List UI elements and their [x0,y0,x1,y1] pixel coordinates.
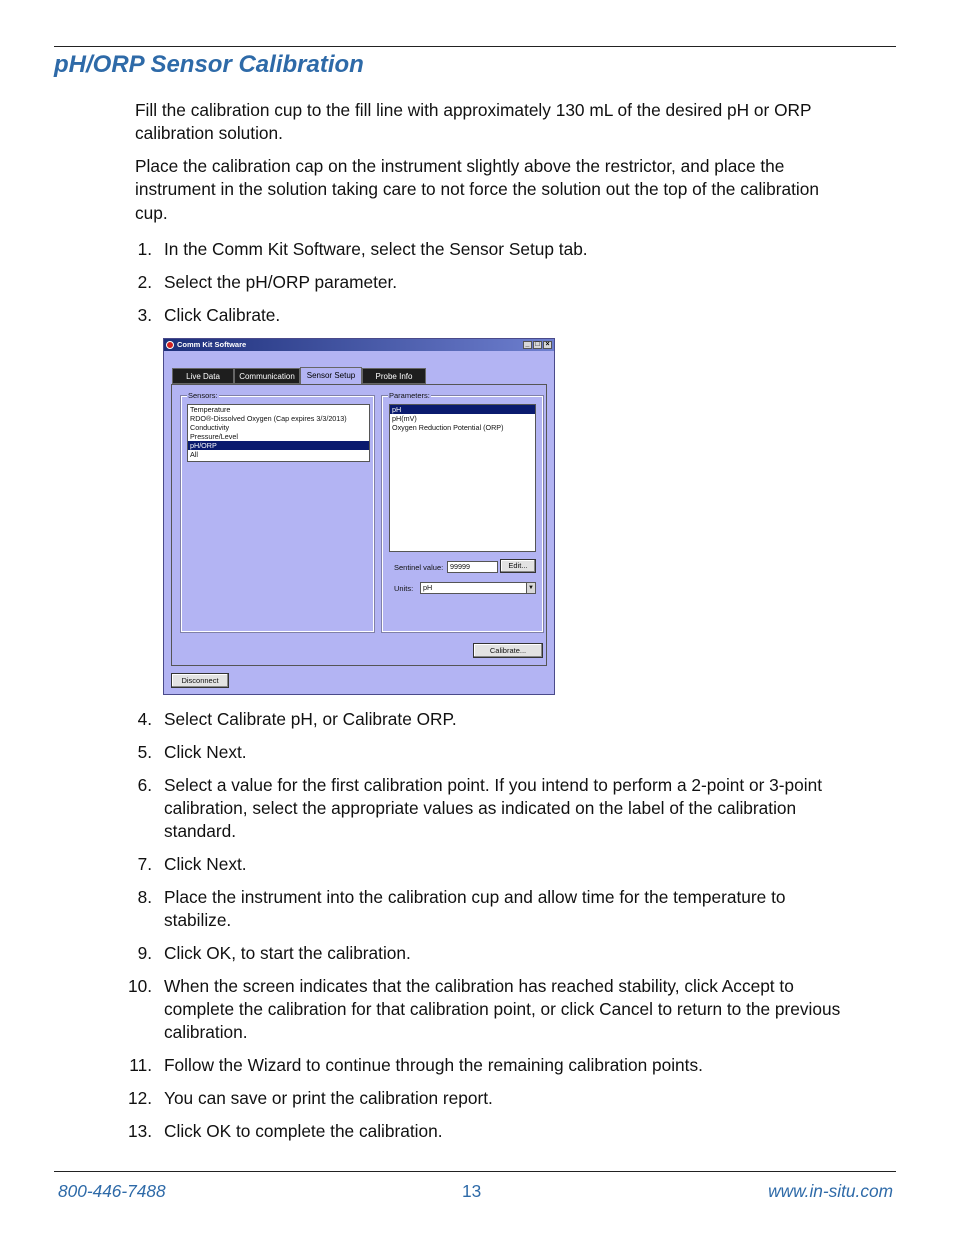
units-label: Units: [394,584,414,593]
comm-kit-window [163,338,555,695]
units-value: pH [423,583,433,592]
window-title-bar [164,339,554,351]
parameter-item-ph[interactable]: pH [390,405,535,414]
footer-rule [54,1171,896,1172]
sensor-item-temperature[interactable]: Temperature [190,405,231,414]
footer-website[interactable]: www.in-situ.com [768,1181,893,1201]
parameters-label: Parameters: [389,391,430,400]
intro-paragraph-2: Place the calibration cap on the instrument slightly above the restrictor, and place the instrument in the solution taking care to not force the solution out the top of the calibration cup. [135,156,819,223]
sensors-group [181,391,374,632]
window-title: Comm Kit Software [177,340,247,349]
close-icon[interactable]: × [543,341,552,349]
sensors-list [187,404,370,462]
minimize-icon[interactable]: _ [523,341,532,349]
sensor-item-rdo[interactable]: RDO®-Dissolved Oxygen (Cap expires 3/3/2013) [190,414,347,423]
units-dropdown[interactable] [420,582,536,594]
page-title: pH/ORP Sensor Calibration [54,51,364,78]
disconnect-button[interactable]: Disconnect [171,673,229,688]
calibrate-button[interactable]: Calibrate... [473,643,543,658]
parameters-group [382,391,543,632]
page-number: 13 [462,1181,482,1201]
sensor-setup-panel [171,384,547,666]
parameters-list [389,404,536,552]
chevron-down-icon[interactable]: ▼ [526,583,535,593]
parameter-item-ph-mv[interactable]: pH(mV) [392,414,417,423]
tab-probe-info[interactable]: Probe Info [362,368,426,384]
sentinel-value-label: Sentinel value: [394,563,444,572]
intro-paragraph-1: Fill the calibration cup to the fill line with approximately 130 mL of the desired pH or ORP calibration solution. [135,100,812,144]
sensor-item-pressure-level[interactable]: Pressure/Level [190,432,238,441]
tab-sensor-setup[interactable]: Sensor Setup [300,367,362,384]
edit-button[interactable]: Edit... [500,559,536,573]
sensor-item-all[interactable]: All [190,450,198,459]
footer-phone: 800-446-7488 [58,1181,166,1201]
sensor-item-ph-orp[interactable]: pH/ORP [188,441,369,450]
sentinel-value-field[interactable]: 99999 [447,561,498,573]
sensor-item-conductivity[interactable]: Conductivity [190,423,230,432]
tab-live-data[interactable]: Live Data [172,368,234,384]
sensors-label: Sensors: [188,391,218,400]
header-rule [54,46,896,47]
app-icon [166,341,174,349]
maximize-icon[interactable]: □ [533,341,542,349]
parameter-item-orp[interactable]: Oxygen Reduction Potential (ORP) [392,423,504,432]
tab-communication[interactable]: Communication [234,368,300,384]
